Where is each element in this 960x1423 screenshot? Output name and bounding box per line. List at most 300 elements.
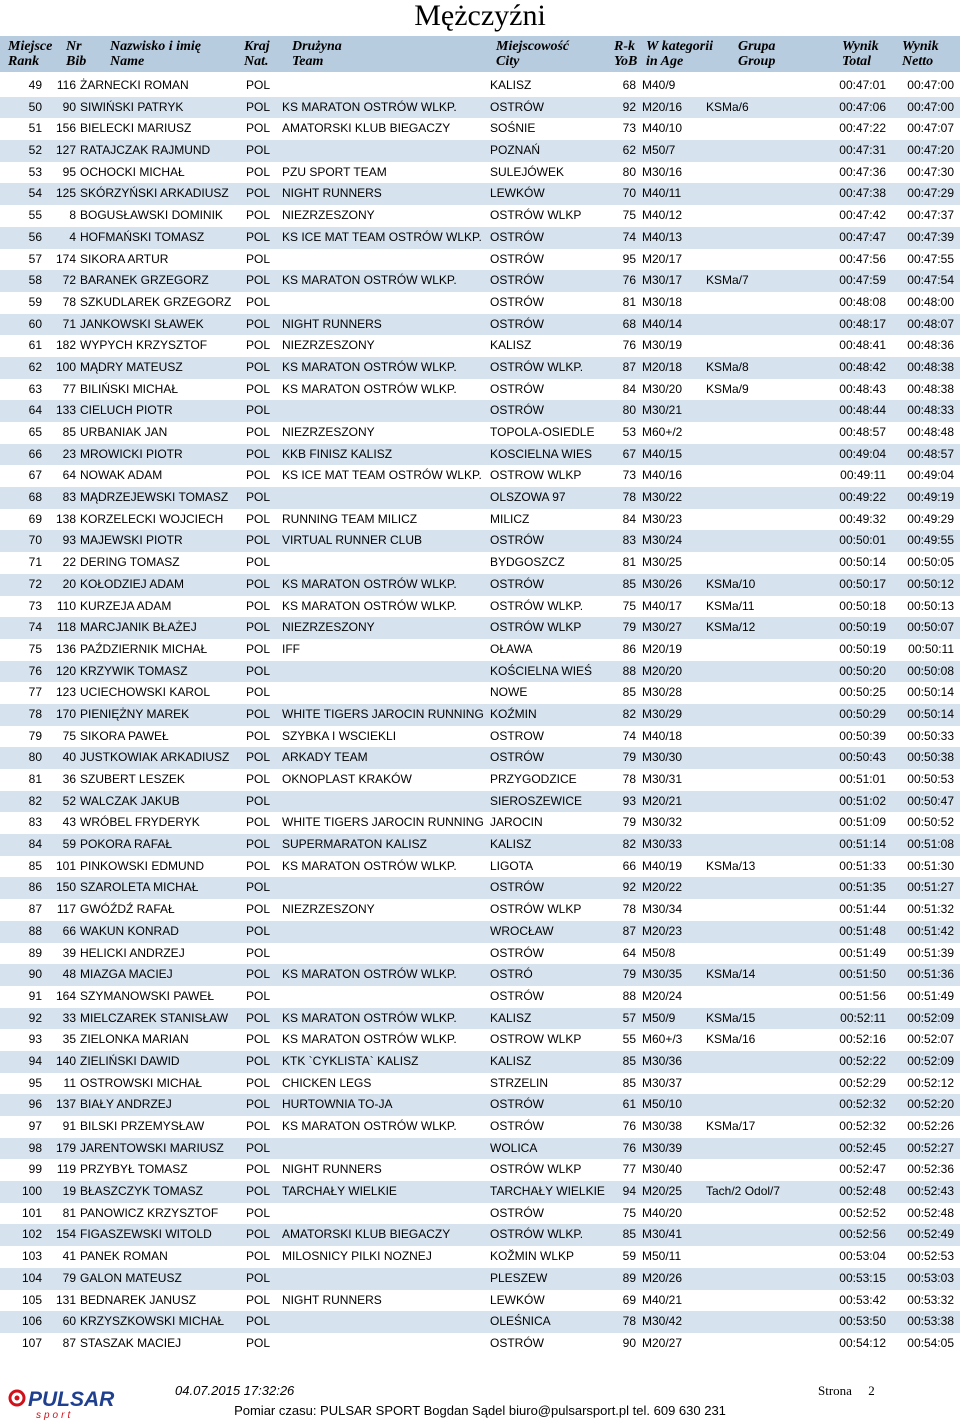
cell-total: 00:51:56 (839, 988, 886, 1003)
cell-city: PLESZEW (490, 1270, 548, 1285)
table-row (0, 726, 960, 748)
cell-team: SZYBKA I WSCIEKLI (282, 728, 397, 743)
cell-bib: 125 (55, 186, 76, 201)
cell-category: M30/18 (642, 294, 683, 309)
cell-total: 00:50:17 (839, 576, 886, 591)
cell-rank: 49 (28, 78, 42, 92)
cell-group: KSMa/13 (706, 858, 756, 873)
cell-yob: 92 (622, 99, 636, 114)
cell-yob: 93 (622, 793, 636, 808)
cell-total: 00:50:19 (839, 620, 886, 635)
header-rank (8, 39, 52, 69)
table-row (0, 1181, 960, 1203)
cell-team: MILOSNICY PILKI NOZNEJ (282, 1249, 432, 1264)
table-row (0, 314, 960, 336)
cell-yob: 75 (622, 208, 636, 223)
cell-city: OSTRÓW WLKP. (490, 1227, 584, 1242)
cell-name: ZIELIŃSKI DAWID (80, 1053, 180, 1068)
cell-nat: POL (246, 1075, 271, 1090)
cell-netto: 00:52:20 (907, 1097, 954, 1112)
cell-nat: POL (246, 1227, 271, 1242)
cell-nat: POL (246, 490, 271, 505)
cell-yob: 80 (622, 403, 636, 418)
cell-team: AMATORSKI KLUB BIEGACZY (282, 121, 451, 136)
cell-total: 00:47:42 (839, 208, 886, 223)
cell-rank: 60 (28, 316, 42, 331)
table-row (0, 1311, 960, 1333)
cell-city: WOLICA (490, 1140, 538, 1155)
cell-name: FIGASZEWSKI WITOLD (80, 1227, 212, 1242)
cell-bib: 93 (62, 533, 76, 548)
cell-yob: 94 (622, 1184, 636, 1199)
cell-bib: 156 (55, 121, 76, 136)
cell-yob: 84 (622, 511, 636, 526)
cell-name: DERING TOMASZ (80, 555, 180, 570)
cell-rank: 85 (28, 858, 42, 873)
cell-yob: 87 (622, 359, 636, 374)
cell-nat: POL (246, 338, 271, 353)
cell-bib: 91 (62, 1119, 76, 1133)
header-group-en: Group (738, 54, 776, 69)
cell-total: 00:47:47 (839, 229, 886, 244)
cell-bib: 131 (55, 1292, 76, 1307)
table-row (0, 986, 960, 1008)
cell-bib: 101 (55, 858, 76, 873)
cell-team: KS MARATON OSTRÓW WLKP. (282, 858, 457, 873)
cell-category: M30/29 (642, 706, 683, 721)
cell-netto: 00:50:14 (907, 706, 954, 721)
cell-nat: POL (246, 641, 271, 656)
cell-category: M40/12 (642, 208, 683, 223)
cell-name: MROWICKI PIOTR (80, 446, 183, 461)
cell-bib: 133 (55, 403, 76, 418)
cell-category: M30/39 (642, 1140, 683, 1155)
cell-netto: 00:51:32 (907, 902, 954, 917)
cell-total: 00:52:56 (839, 1227, 886, 1242)
table-row (0, 921, 960, 943)
cell-total: 00:48:42 (839, 359, 886, 374)
cell-yob: 59 (622, 1249, 636, 1264)
cell-city: OSTRÓW (490, 294, 544, 309)
cell-team: KS MARATON OSTRÓW WLKP. (282, 359, 457, 374)
cell-total: 00:52:48 (839, 1184, 886, 1199)
cell-team: NIEZRZESZONY (282, 620, 375, 635)
table-row (0, 1094, 960, 1116)
cell-city: STRZELIN (490, 1075, 549, 1090)
cell-category: M50/11 (642, 1249, 682, 1264)
cell-category: M20/16 (642, 99, 683, 114)
cell-total: 00:52:16 (839, 1032, 886, 1047)
cell-netto: 00:47:07 (907, 121, 954, 136)
cell-total: 00:49:32 (839, 511, 886, 526)
cell-nat: POL (246, 988, 271, 1003)
cell-yob: 78 (622, 902, 636, 917)
cell-netto: 00:54:05 (907, 1335, 954, 1350)
header-category-pl: W kategorii (646, 39, 714, 54)
cell-total: 00:48:41 (839, 338, 886, 353)
cell-netto: 00:52:09 (907, 1053, 954, 1068)
table-row (0, 509, 960, 531)
cell-city: SOŚNIE (490, 121, 536, 136)
header-name (110, 39, 201, 69)
cell-yob: 81 (622, 294, 636, 309)
cell-name: POKORA RAFAŁ (80, 837, 173, 852)
cell-netto: 00:50:47 (907, 793, 954, 808)
cell-bib: 170 (55, 706, 76, 721)
cell-yob: 81 (622, 555, 636, 570)
cell-team: WHITE TIGERS JAROCIN RUNNING (282, 706, 484, 721)
cell-yob: 69 (622, 1292, 636, 1307)
cell-rank: 105 (21, 1292, 42, 1307)
cell-city: KALISZ (490, 837, 532, 852)
cell-netto: 00:48:57 (907, 446, 954, 461)
cell-name: BOGUSŁAWSKI DOMINIK (80, 208, 223, 223)
table-row (0, 617, 960, 639)
cell-nat: POL (246, 1032, 271, 1047)
cell-yob: 83 (622, 533, 636, 548)
cell-rank: 58 (28, 273, 42, 288)
cell-name: MIELCZAREK STANISŁAW (80, 1010, 229, 1025)
cell-bib: 40 (62, 750, 76, 765)
cell-team: SUPERMARATON KALISZ (282, 837, 427, 852)
cell-category: M20/21 (642, 793, 683, 808)
cell-yob: 79 (622, 815, 636, 830)
cell-team: HURTOWNIA TO-JA (282, 1097, 393, 1112)
table-row (0, 465, 960, 487)
header-bib (66, 39, 86, 69)
cell-name: GWÓŹDŹ RAFAŁ (80, 902, 175, 917)
cell-category: M30/19 (642, 338, 683, 353)
table-row (0, 1138, 960, 1160)
cell-category: M30/30 (642, 750, 683, 765)
cell-rank: 51 (28, 121, 42, 136)
cell-nat: POL (246, 251, 271, 266)
cell-category: M20/26 (642, 1270, 683, 1285)
cell-nat: POL (246, 576, 271, 591)
cell-city: OSTRÓW (490, 880, 544, 895)
cell-yob: 75 (622, 1205, 636, 1220)
table-row (0, 704, 960, 726)
cell-nat: POL (246, 1119, 271, 1133)
cell-netto: 00:47:37 (907, 208, 954, 223)
cell-total: 00:50:14 (839, 555, 886, 570)
cell-name: KRZYWIK TOMASZ (80, 663, 188, 678)
cell-city: OSTRÓW (490, 229, 544, 244)
table-row (0, 357, 960, 379)
header-category-en: in Age (646, 54, 684, 69)
cell-rank: 97 (28, 1119, 42, 1133)
cell-bib: 11 (63, 1075, 76, 1090)
cell-rank: 77 (28, 685, 42, 700)
cell-name: WAKUN KONRAD (80, 923, 179, 938)
cell-nat: POL (246, 1053, 271, 1068)
cell-city: MILICZ (490, 511, 530, 526)
page-number (818, 1383, 875, 1399)
cell-category: M40/10 (642, 121, 683, 136)
table-row (0, 530, 960, 552)
cell-nat: POL (246, 1097, 271, 1112)
header-team-pl: Drużyna (292, 39, 342, 54)
table-row (0, 487, 960, 509)
cell-rank: 67 (28, 468, 42, 483)
table-row (0, 400, 960, 422)
cell-total: 00:49:04 (839, 446, 886, 461)
cell-yob: 79 (622, 750, 636, 765)
cell-category: M20/17 (642, 251, 683, 266)
cell-total: 00:51:01 (839, 772, 886, 786)
cell-team: KS MARATON OSTRÓW WLKP. (282, 381, 457, 396)
cell-rank: 80 (28, 750, 42, 765)
cell-city: KOŽMIN WLKP (490, 1249, 575, 1264)
cell-yob: 88 (622, 988, 636, 1003)
cell-bib: 48 (62, 967, 76, 982)
cell-nat: POL (246, 728, 271, 743)
table-row (0, 1029, 960, 1051)
header-category (646, 39, 713, 69)
cell-bib: 120 (55, 663, 76, 678)
cell-team: NIEZRZESZONY (282, 338, 375, 353)
cell-bib: 90 (62, 99, 76, 114)
cell-netto: 00:47:29 (907, 186, 954, 201)
cell-netto: 00:51:39 (907, 945, 954, 960)
cell-city: OSTRÓW (490, 273, 544, 288)
cell-bib: 137 (55, 1097, 76, 1112)
cell-yob: 67 (622, 446, 636, 461)
cell-nat: POL (246, 620, 271, 635)
cell-city: KALISZ (490, 338, 532, 353)
cell-nat: POL (246, 837, 271, 852)
cell-name: BIAŁY ANDRZEJ (80, 1097, 172, 1112)
cell-rank: 88 (28, 923, 42, 938)
print-datetime: 04.07.2015 17:32:26 (175, 1383, 295, 1398)
cell-yob: 57 (622, 1010, 636, 1025)
cell-bib: 43 (62, 815, 76, 830)
page-number-value: 2 (868, 1383, 875, 1398)
cell-rank: 65 (28, 425, 42, 439)
cell-city: NOWE (490, 685, 528, 700)
cell-yob: 53 (622, 425, 636, 439)
cell-total: 00:50:20 (839, 663, 886, 678)
cell-total: 00:52:32 (839, 1097, 886, 1112)
table-row (0, 1073, 960, 1095)
cell-netto: 00:50:08 (907, 663, 954, 678)
header-rank-en: Rank (8, 54, 40, 69)
cell-netto: 00:47:00 (907, 99, 954, 114)
cell-group: KSMa/7 (706, 273, 749, 288)
cell-bib: 52 (62, 793, 76, 808)
cell-total: 00:50:43 (839, 750, 886, 765)
cell-total: 00:54:12 (839, 1335, 886, 1350)
cell-category: M30/24 (642, 533, 683, 548)
cell-netto: 00:50:07 (907, 620, 954, 635)
cell-city: OSTRÓW (490, 1119, 544, 1133)
cell-total: 00:51:09 (839, 815, 886, 830)
cell-group: KSMa/16 (706, 1032, 756, 1047)
cell-category: M50/9 (642, 1010, 676, 1025)
cell-name: JARENTOWSKI MARIUSZ (80, 1140, 224, 1155)
cell-category: M30/36 (642, 1053, 683, 1068)
cell-bib: 179 (55, 1140, 76, 1155)
cell-bib: 19 (62, 1184, 76, 1199)
cell-total: 00:50:25 (839, 685, 886, 700)
cell-name: MIAZGA MACIEJ (80, 967, 173, 982)
cell-bib: 59 (62, 837, 76, 852)
cell-rank: 84 (28, 837, 42, 852)
cell-rank: 93 (28, 1032, 42, 1047)
cell-category: M50/7 (642, 143, 676, 158)
cell-city: OSTRÓW (490, 381, 544, 396)
table-row (0, 270, 960, 292)
cell-team: KKB FINISZ KALISZ (282, 446, 393, 461)
cell-yob: 77 (622, 1162, 636, 1177)
cell-total: 00:52:32 (839, 1119, 886, 1133)
cell-yob: 85 (622, 1227, 636, 1242)
cell-category: M30/34 (642, 902, 683, 917)
cell-category: M30/33 (642, 837, 683, 852)
cell-name: PINKOWSKI EDMUND (80, 858, 205, 873)
cell-total: 00:51:50 (839, 967, 886, 982)
cell-rank: 52 (28, 143, 42, 158)
cell-rank: 106 (21, 1314, 42, 1329)
cell-total: 00:47:38 (839, 186, 886, 201)
cell-category: M30/41 (642, 1227, 683, 1242)
cell-rank: 54 (28, 186, 42, 201)
cell-bib: 117 (56, 902, 76, 917)
logo-subtext: sport (36, 1410, 74, 1420)
cell-netto: 00:52:43 (907, 1184, 954, 1199)
cell-netto: 00:52:53 (907, 1249, 954, 1264)
cell-bib: 138 (55, 511, 76, 526)
cell-bib: 35 (62, 1032, 76, 1047)
cell-nat: POL (246, 164, 271, 179)
cell-group: KSMa/12 (706, 620, 756, 635)
cell-bib: 174 (55, 251, 76, 266)
cell-rank: 99 (28, 1162, 42, 1177)
page-label: Strona (818, 1383, 852, 1398)
cell-netto: 00:51:08 (907, 837, 954, 852)
cell-category: M60+/3 (642, 1032, 683, 1047)
cell-city: LEWKÓW (490, 186, 545, 201)
header-total-en: Total (842, 54, 872, 69)
header-bib-en: Bib (66, 54, 87, 69)
cell-city: OSTRÓW (490, 251, 544, 266)
header-netto (902, 39, 939, 69)
cell-name: MĄDRY MATEUSZ (80, 359, 183, 374)
cell-category: M50/8 (642, 945, 676, 960)
cell-name: BEDNAREK JANUSZ (80, 1292, 197, 1307)
cell-team: NIGHT RUNNERS (282, 186, 382, 201)
cell-nat: POL (246, 143, 271, 158)
cell-netto: 00:47:00 (907, 78, 954, 92)
cell-category: M30/21 (642, 403, 683, 418)
cell-yob: 95 (622, 251, 636, 266)
header-yob (614, 39, 637, 69)
cell-group: KSMa/17 (706, 1119, 756, 1133)
table-row (0, 552, 960, 574)
cell-netto: 00:52:49 (907, 1227, 954, 1242)
cell-nat: POL (246, 99, 271, 114)
cell-rank: 75 (28, 641, 42, 656)
cell-name: SZKUDLAREK GRZEGORZ (80, 294, 232, 309)
cell-total: 00:51:35 (839, 880, 886, 895)
cell-nat: POL (246, 1249, 271, 1264)
cell-netto: 00:48:00 (907, 294, 954, 309)
cell-bib: 95 (62, 164, 76, 179)
cell-bib: 83 (62, 490, 76, 505)
cell-total: 00:48:43 (839, 381, 886, 396)
cell-rank: 103 (21, 1249, 42, 1264)
cell-yob: 79 (622, 967, 636, 982)
cell-name: URBANIAK JAN (80, 425, 168, 439)
table-row (0, 97, 960, 119)
cell-category: M30/16 (642, 164, 683, 179)
cell-name: PANOWICZ KRZYSZTOF (80, 1205, 219, 1220)
cell-rank: 81 (28, 772, 42, 786)
cell-nat: POL (246, 273, 271, 288)
cell-rank: 91 (28, 988, 42, 1003)
cell-category: M40/15 (642, 446, 683, 461)
cell-group: KSMa/14 (706, 967, 756, 982)
cell-city: OSTRÓW (490, 1097, 544, 1112)
cell-city: OSTRÓW WLKP (490, 1162, 582, 1177)
cell-bib: 33 (62, 1010, 76, 1025)
cell-city: KALISZ (490, 78, 532, 92)
cell-nat: POL (246, 555, 271, 570)
cell-name: GALON MATEUSZ (80, 1270, 182, 1285)
table-row (0, 75, 960, 97)
cell-nat: POL (246, 1010, 271, 1025)
cell-total: 00:53:42 (839, 1292, 886, 1307)
table-row (0, 747, 960, 769)
table-row (0, 249, 960, 271)
cell-rank: 72 (28, 576, 42, 591)
cell-bib: 75 (62, 728, 76, 743)
cell-city: OSTRÓW (490, 99, 544, 114)
cell-total: 00:51:33 (839, 858, 886, 873)
table-row (0, 812, 960, 834)
cell-rank: 79 (28, 728, 42, 743)
cell-yob: 75 (622, 598, 636, 613)
cell-total: 00:53:15 (839, 1270, 886, 1285)
cell-name: UCIECHOWSKI KAROL (80, 685, 211, 700)
cell-group: Tach/2 Odol/7 (706, 1184, 781, 1199)
cell-yob: 76 (622, 338, 636, 353)
table-row (0, 140, 960, 162)
cell-total: 00:51:49 (839, 945, 886, 960)
cell-rank: 86 (28, 880, 42, 895)
cell-rank: 76 (28, 663, 42, 678)
cell-category: M30/37 (642, 1075, 683, 1090)
cell-rank: 73 (28, 598, 42, 613)
cell-rank: 71 (28, 555, 42, 570)
cell-category: M20/19 (642, 641, 683, 656)
cell-bib: 22 (62, 555, 76, 570)
cell-name: HELICKI ANDRZEJ (80, 945, 185, 960)
cell-category: M40/13 (642, 229, 683, 244)
cell-total: 00:47:06 (839, 99, 886, 114)
cell-bib: 118 (56, 620, 76, 635)
header-team-en: Team (292, 54, 324, 69)
cell-total: 00:51:48 (839, 923, 886, 938)
cell-name: KURZEJA ADAM (80, 598, 172, 613)
cell-total: 00:49:11 (840, 468, 886, 483)
cell-category: M30/35 (642, 967, 683, 982)
cell-category: M20/22 (642, 880, 683, 895)
cell-netto: 00:52:09 (907, 1010, 954, 1025)
header-group-pl: Grupa (738, 39, 776, 54)
cell-netto: 00:47:55 (907, 251, 954, 266)
cell-netto: 00:49:29 (907, 511, 954, 526)
